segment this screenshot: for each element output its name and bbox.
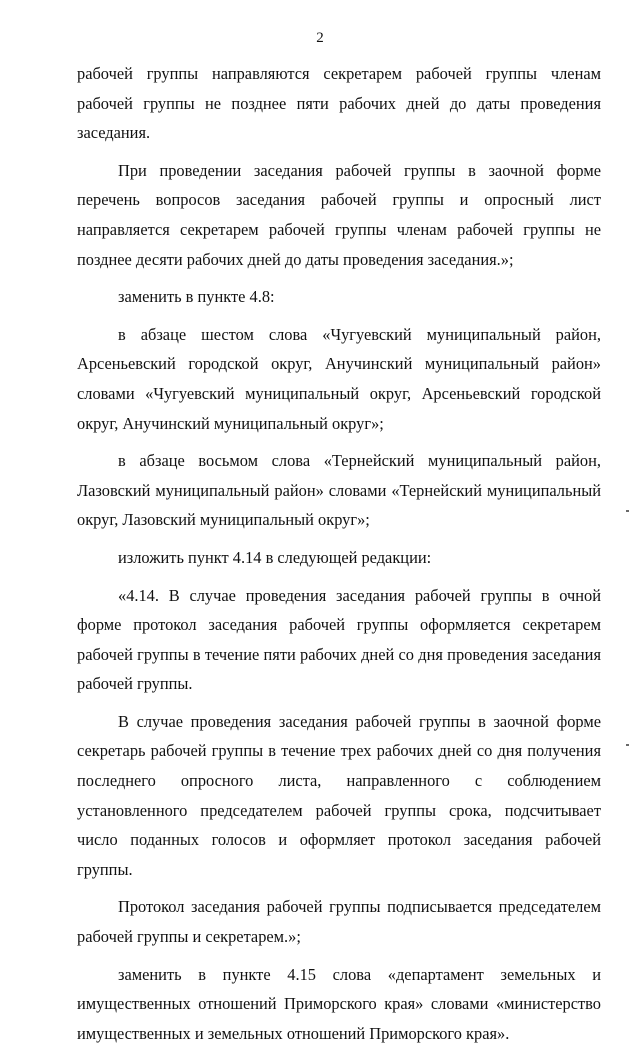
document-body — [77, 59, 601, 1048]
paragraph-9: Протокол заседания рабочей группы подписывается председателем рабочей группы и секретарем.»; — [77, 897, 601, 947]
scan-speck — [626, 744, 629, 746]
paragraph-6: изложить пункт 4.14 в следующей редакции: — [118, 547, 432, 567]
paragraph-3: заменить в пункте 4.8: — [118, 287, 275, 307]
paragraph-8: В случае проведения заседания рабочей группы в заочной форме секретарь рабочей группы в течение трех рабочих дней со дня получения последнего опросного листа, направленного с соблюдением установленного председателем рабочей группы срока, подсчитывает число поданных голосов и оформляет протокол заседания рабочей группы. — [77, 711, 601, 879]
paragraph-5: в абзаце восьмом слова «Тернейский муниципальный район, Лазовский муниципальный район» словами «Тернейский муниципальный округ, Лазовский муниципальный округ»; — [77, 451, 601, 530]
paragraph-4: в абзаце шестом слова «Чугуевский муниципальный район, Арсеньевский городской округ, Анучинский муниципальный район» словами «Чугуевский муниципальный округ, Арсеньевский городской округ, Анучинский муниципальный округ»; — [77, 324, 601, 433]
scan-speck — [626, 510, 629, 512]
paragraph-2: При проведении заседания рабочей группы в заочной форме перечень вопросов заседания рабочей группы и опросный лист направляется секретарем рабочей группы членам рабочей группы не позднее десяти рабочих дней до даты проведения заседания.»; — [77, 160, 601, 269]
paragraph-1: рабочей группы направляются секретарем рабочей группы членам рабочей группы не позднее пяти рабочих дней до даты проведения заседания. — [77, 64, 601, 143]
paragraph-7: «4.14. В случае проведения заседания рабочей группы в очной форме протокол заседания рабочей группы оформляется секретарем рабочей группы в течение пяти рабочих дней со дня проведения заседания рабочей группы. — [77, 585, 601, 694]
paragraph-10: заменить в пункте 4.15 слова «департамент земельных и имущественных отношений Приморского края» словами «министерство имущественных и земельных отношений Приморского края». — [77, 964, 601, 1043]
page-number: 2 — [316, 30, 324, 46]
